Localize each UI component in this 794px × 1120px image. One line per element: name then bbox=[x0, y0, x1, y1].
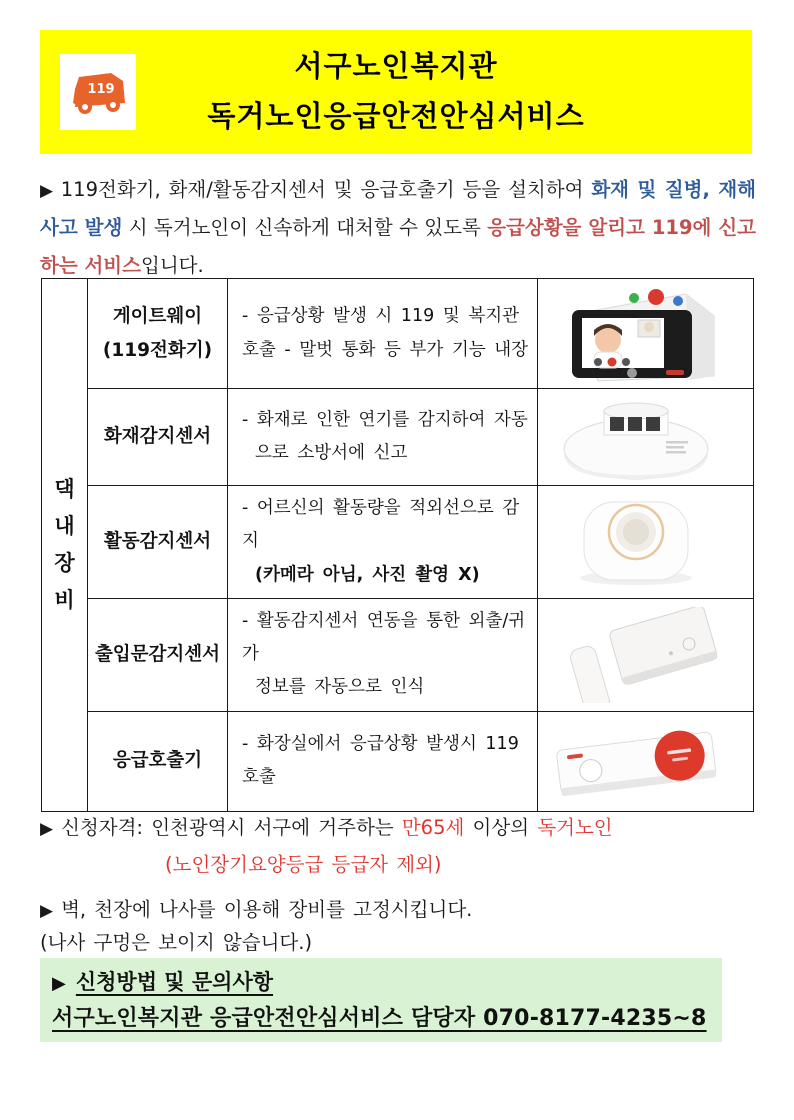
eligibility-target-highlight: 독거노인 bbox=[537, 816, 613, 839]
eligibility-age-highlight: 만65세 bbox=[401, 816, 465, 839]
door-sensor-photo bbox=[538, 607, 734, 703]
device-photo-cell bbox=[538, 486, 754, 599]
table-row bbox=[42, 279, 754, 389]
bullet-icon: ▶ bbox=[52, 973, 66, 994]
title-line-1: 서구노인복지관 bbox=[294, 49, 498, 84]
gateway-videophone-photo bbox=[538, 284, 734, 384]
device-desc-cell bbox=[228, 486, 538, 599]
equipment-table bbox=[41, 278, 754, 812]
device-photo-cell bbox=[538, 389, 754, 486]
device-name-cell bbox=[88, 486, 228, 599]
device-photo-cell bbox=[538, 279, 754, 389]
desc-line: - 화장실에서 응급상황 발생시 119호출 bbox=[242, 733, 519, 787]
device-name-cell bbox=[88, 279, 228, 389]
device-name: 화재감지센서 bbox=[103, 426, 212, 448]
bullet-icon: ▶ bbox=[40, 181, 55, 201]
contact-heading-text: 신청방법 및 문의사항 bbox=[75, 970, 274, 994]
device-name-sub: (119전화기) bbox=[102, 339, 213, 361]
motion-sensor-photo bbox=[538, 494, 734, 590]
svg-text:119: 119 bbox=[87, 82, 115, 97]
device-name: 출입문감지센서 bbox=[94, 643, 221, 665]
desc-line: - 화재로 인한 연기를 감지하여 자동 bbox=[242, 409, 528, 430]
desc-line: 으로 소방서에 신고 bbox=[255, 443, 408, 463]
device-photo-cell bbox=[538, 598, 754, 711]
bullet-icon: ▶ bbox=[40, 819, 54, 839]
emergency-call-button-photo bbox=[538, 715, 734, 807]
table-row bbox=[42, 389, 754, 486]
device-desc-cell bbox=[228, 279, 538, 389]
table-row bbox=[42, 486, 754, 599]
eligibility-note bbox=[40, 812, 613, 840]
table-row bbox=[42, 598, 754, 711]
intro-seg1: 119전화기, 화재/활동감지센서 및 응급호출기 등을 설치하여 bbox=[60, 178, 592, 201]
device-name-cell bbox=[88, 598, 228, 711]
desc-line: - 어르신의 활동량을 적외선으로 감지 bbox=[242, 498, 520, 552]
device-desc-cell bbox=[228, 711, 538, 811]
header-banner bbox=[40, 30, 752, 154]
desc-line: - 말벗 통화 등 부가 기능 내장 bbox=[284, 339, 529, 360]
install-note-text: 벽, 천장에 나사를 이용해 장비를 고정시킵니다. bbox=[61, 898, 473, 921]
title-line-2: 독거노인응급안전안심서비스 bbox=[207, 99, 585, 133]
install-note bbox=[40, 894, 472, 922]
contact-phone-line: 서구노인복지관 응급안전안심서비스 담당자 070-8177-4235~8 bbox=[52, 1005, 707, 1031]
desc-line: (카메라 아님, 사진 촬영 X) bbox=[255, 564, 480, 585]
desc-line: - 활동감지센서 연동을 통한 외출/귀가 bbox=[242, 610, 526, 664]
row-group-label: 댁내장비 bbox=[54, 477, 75, 612]
install-note-sub: (나사 구멍은 보이지 않습니다.) bbox=[40, 931, 313, 954]
eligibility-exclusion-note: (노인장기요양등급 등급자 제외) bbox=[165, 853, 442, 876]
intro-seg4-highlight: 응급상황을 알리고 119에 신고하는 서비스 bbox=[40, 216, 757, 278]
eligibility-seg1: 신청자격: 인천광역시 서구에 거주하는 bbox=[61, 816, 402, 839]
intro-seg2-highlight: 화재 및 질병, 재해 사고 발생 bbox=[40, 178, 756, 240]
row-group-header bbox=[42, 279, 88, 812]
device-name: 응급호출기 bbox=[112, 750, 203, 772]
desc-line: 정보를 자동으로 인식 bbox=[255, 677, 425, 698]
contact-box bbox=[40, 958, 722, 1042]
device-desc-cell bbox=[228, 389, 538, 486]
contact-heading bbox=[52, 965, 710, 1001]
bullet-icon: ▶ bbox=[40, 901, 54, 921]
device-name-cell bbox=[88, 711, 228, 811]
desc-line: - 응급상황 발생 시 119 및 복지관 호출 bbox=[242, 306, 520, 360]
device-name-cell bbox=[88, 389, 228, 486]
device-name: 게이트웨이 bbox=[112, 306, 203, 328]
page-title bbox=[40, 30, 752, 154]
device-desc-cell bbox=[228, 598, 538, 711]
intro-seg3: 시 독거노인이 신속하게 대처할 수 있도록 bbox=[122, 216, 488, 240]
intro-paragraph bbox=[40, 171, 756, 285]
smoke-detector-photo bbox=[538, 391, 734, 483]
device-name: 활동감지센서 bbox=[103, 531, 212, 553]
eligibility-seg3: 이상의 bbox=[464, 816, 538, 839]
table-row bbox=[42, 711, 754, 811]
device-photo-cell bbox=[538, 711, 754, 811]
intro-seg5: 입니다. bbox=[140, 254, 204, 278]
